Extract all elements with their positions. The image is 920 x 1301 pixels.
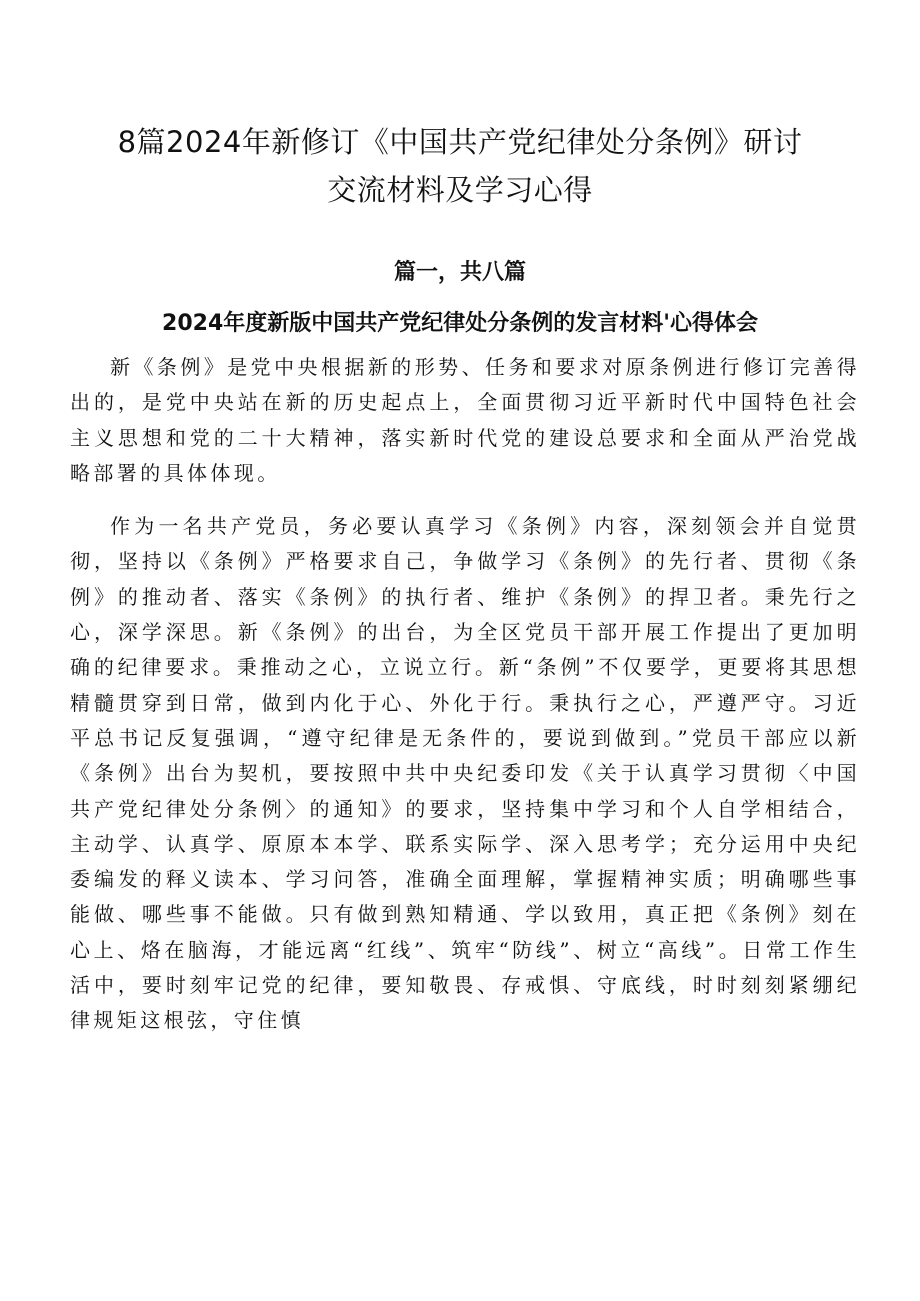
document-title-line-1: 8篇2024年新修订《中国共产党纪律处分条例》研讨 bbox=[117, 125, 803, 159]
body-paragraph-1: 新《条例》是党中央根据新的形势、任务和要求对原条例进行修订完善得出的，是党中央站在新的历史起点上，全面贯彻习近平新时代中国特色社会主义思想和党的二十大精神，落实新时代党的建设总要求和全面从严治党战略部署的具体体现。 bbox=[70, 355, 860, 485]
section-title: 2024年度新版中国共产党纪律处分条例的发言材料'心得体会 bbox=[162, 311, 758, 336]
document-title bbox=[60, 118, 860, 214]
document-title-line-2: 交流材料及学习心得 bbox=[327, 173, 593, 207]
body-paragraph-2: 作为一名共产党员，务必要认真学习《条例》内容，深刻领会并自觉贯彻，坚持以《条例》严格要求自己，争做学习《条例》的先行者、贯彻《条例》的推动者、落实《条例》的执行者、维护《条例》的捍卫者。秉先行之心，深学深思。新《条例》的出台，为全区党员干部开展工作提出了更加明确的纪律要求。秉推动之心，立说立行。新“条例”不仅要学，更要将其思想精髓贯穿到日常，做到内化于心、外化于行。秉执行之心，严遵严守。习近平总书记反复强调，“遵守纪律是无条件的，要说到做到。”党员干部应以新《条例》出台为契机，要按照中共中央纪委印发《关于认真学习贯彻〈中国共产党纪律处分条例〉的通知》的要求，坚持集中学习和个人自学相结合，主动学、认真学、原原本本学、联系实际学、深入思考学；充分运用中央纪委编发的释义读本、学习问答，准确全面理解，掌握精神实质；明确哪些事能做、哪些事不能做。只有做到熟知精通、学以致用，真正把《条例》刻在心上、烙在脑海，才能远离“红线”、筑牢“防线”、树立“高线”。日常工作生活中，要时刻牢记党的纪律，要知敬畏、存戒惧、守底线，时时刻刻紧绷纪律规矩这根弦，守住慎 bbox=[70, 514, 860, 1033]
section-number: 篇一，共八篇 bbox=[393, 260, 526, 285]
document-body bbox=[70, 350, 860, 1039]
